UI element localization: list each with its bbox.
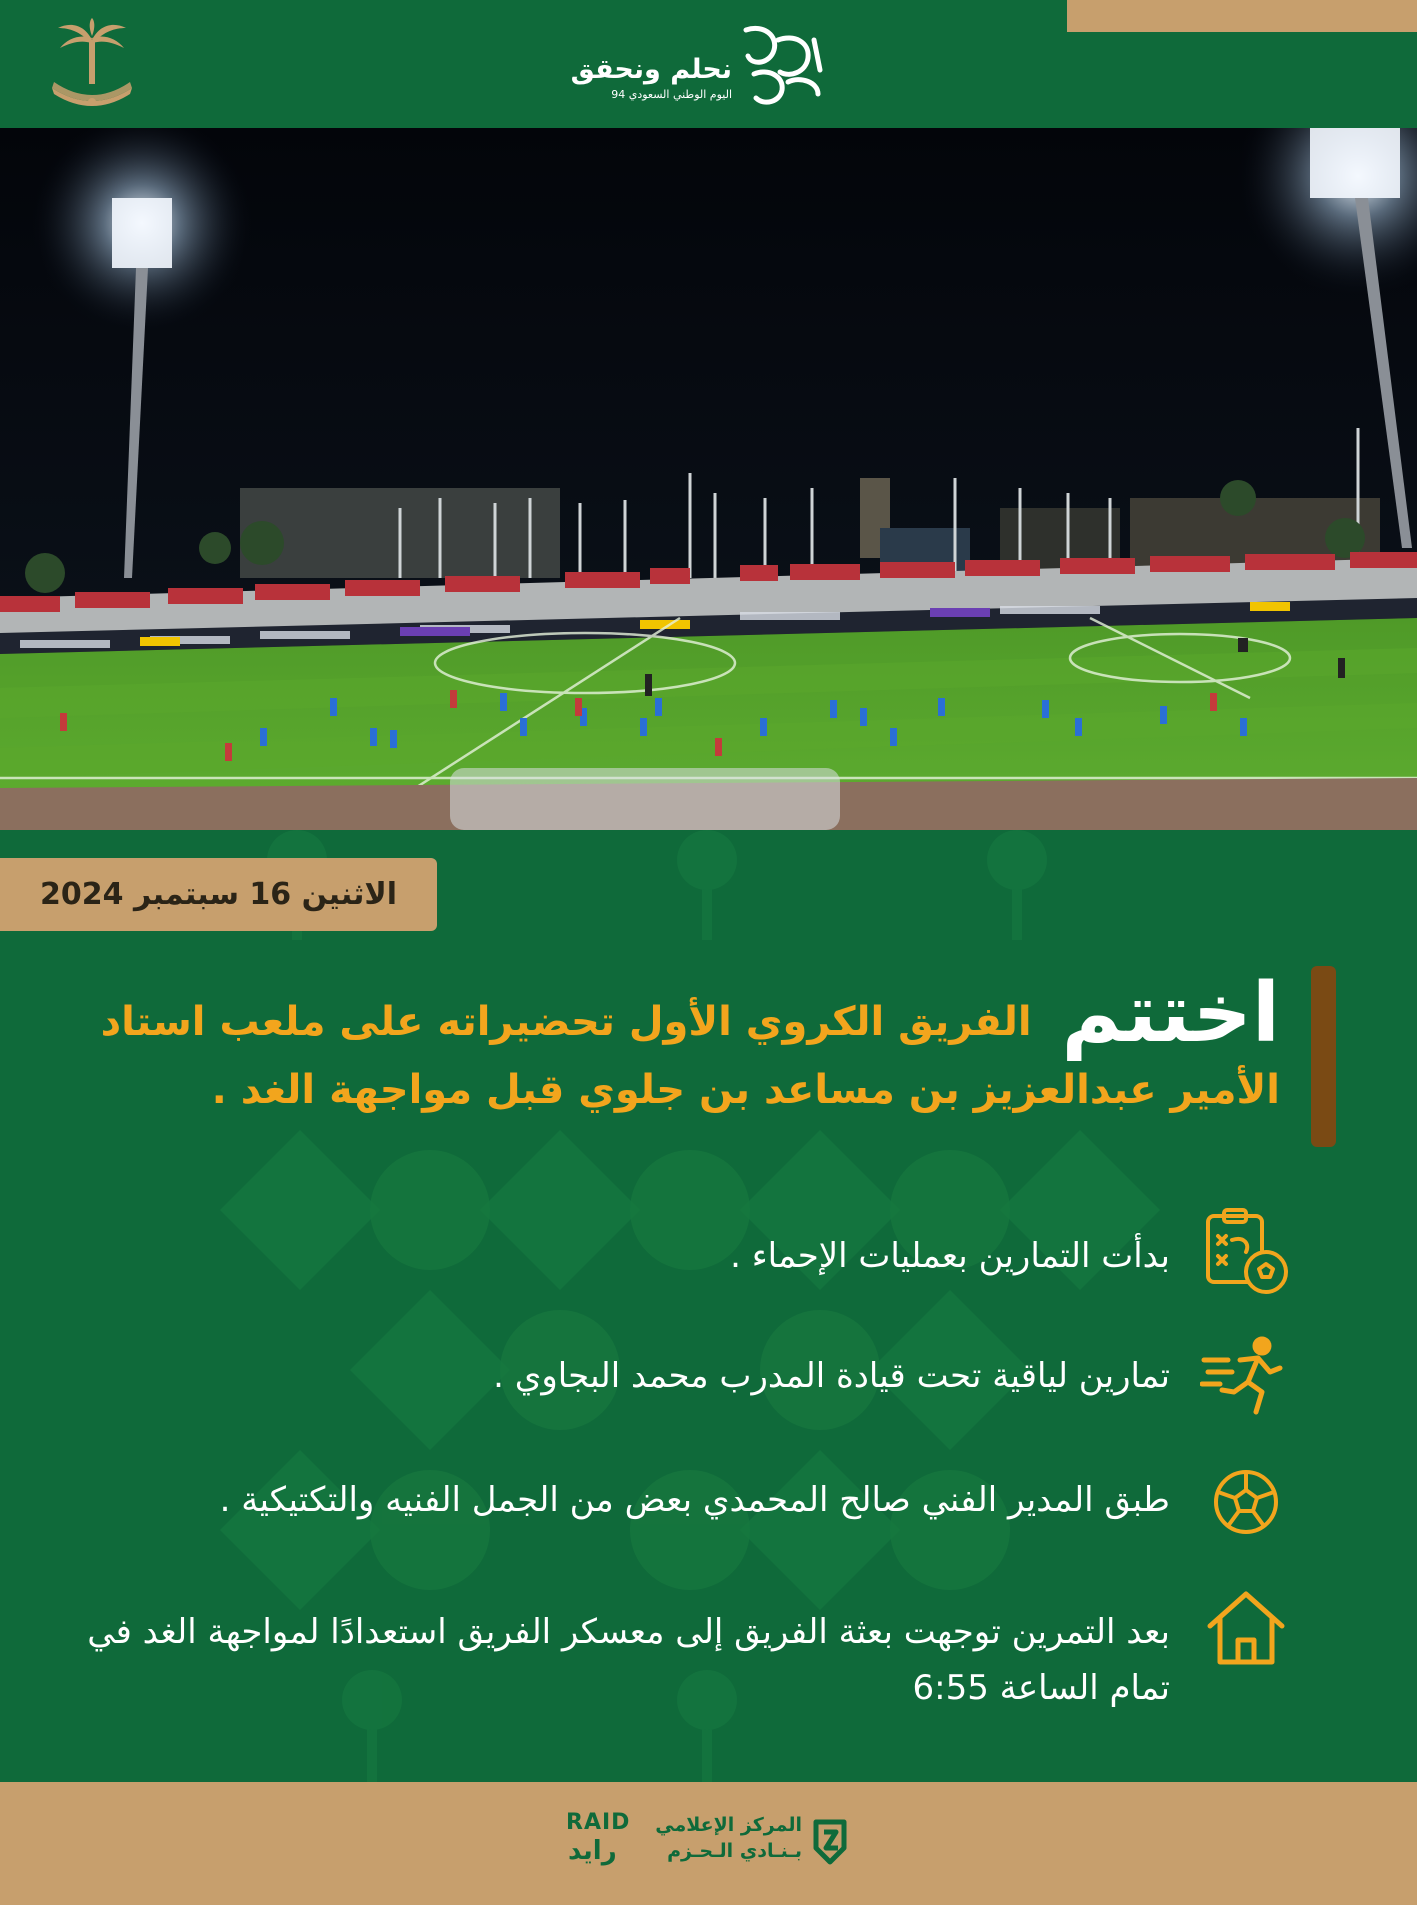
- club-media-center-logo: [655, 1810, 850, 1870]
- sponsor-logo: [566, 1810, 638, 1872]
- footer-bar: [0, 1782, 1417, 1905]
- tactics-clipboard-ball-icon: [1200, 1206, 1292, 1298]
- headline-text: الفريق الكروي الأول تحضيراته على ملعب استاد الأمير عبدالعزيز بن مساعد بن جلوي قبل مواجهة الغد .: [100, 999, 1280, 1113]
- headline: [60, 966, 1280, 1124]
- headline-lead-word: اختتم: [1061, 966, 1280, 1061]
- headline-accent-bar: [1311, 966, 1336, 1147]
- running-man-icon: [1200, 1330, 1292, 1422]
- soccer-ball-icon: [1200, 1456, 1292, 1548]
- list-item: بعد التمرين توجهت بعثة الفريق إلى معسكر الفريق استعدادًا لمواجهة الغد في تمام الساعة 6:55: [87, 1612, 1170, 1708]
- home-icon: [1200, 1582, 1292, 1674]
- content-panel: [0, 830, 1417, 1782]
- calligraphy-mark-icon: [734, 20, 830, 110]
- saudi-emblem-icon: [44, 18, 140, 116]
- national-day-logo: [570, 20, 830, 110]
- list-item: تمارين لياقية تحت قيادة المدرب محمد البجاوي .: [493, 1356, 1170, 1396]
- alhazm-club-logo-icon: [810, 1818, 850, 1866]
- sponsor-latin: RAID: [566, 1810, 631, 1835]
- campaign-slogan: نحلم ونحقق: [570, 54, 732, 85]
- sponsor-arabic: رايد: [568, 1836, 617, 1866]
- list-item: بدأت التمارين بعمليات الإحماء .: [730, 1236, 1170, 1276]
- date-badge: الاثنين 16 سبتمبر 2024: [0, 858, 437, 931]
- list-item: طبق المدير الفني صالح المحمدي بعض من الجمل الفنيه والتكتيكية .: [219, 1480, 1170, 1520]
- club-line-2: بـنـادي الـحـزم: [667, 1840, 802, 1862]
- campaign-subtitle: اليوم الوطني السعودي 94: [611, 88, 732, 101]
- stadium-night-training-photo: [0, 128, 1417, 830]
- header-bar: [0, 0, 1417, 128]
- club-line-1: المركز الإعلامي: [655, 1814, 802, 1836]
- header-accent-tab: [1067, 0, 1417, 32]
